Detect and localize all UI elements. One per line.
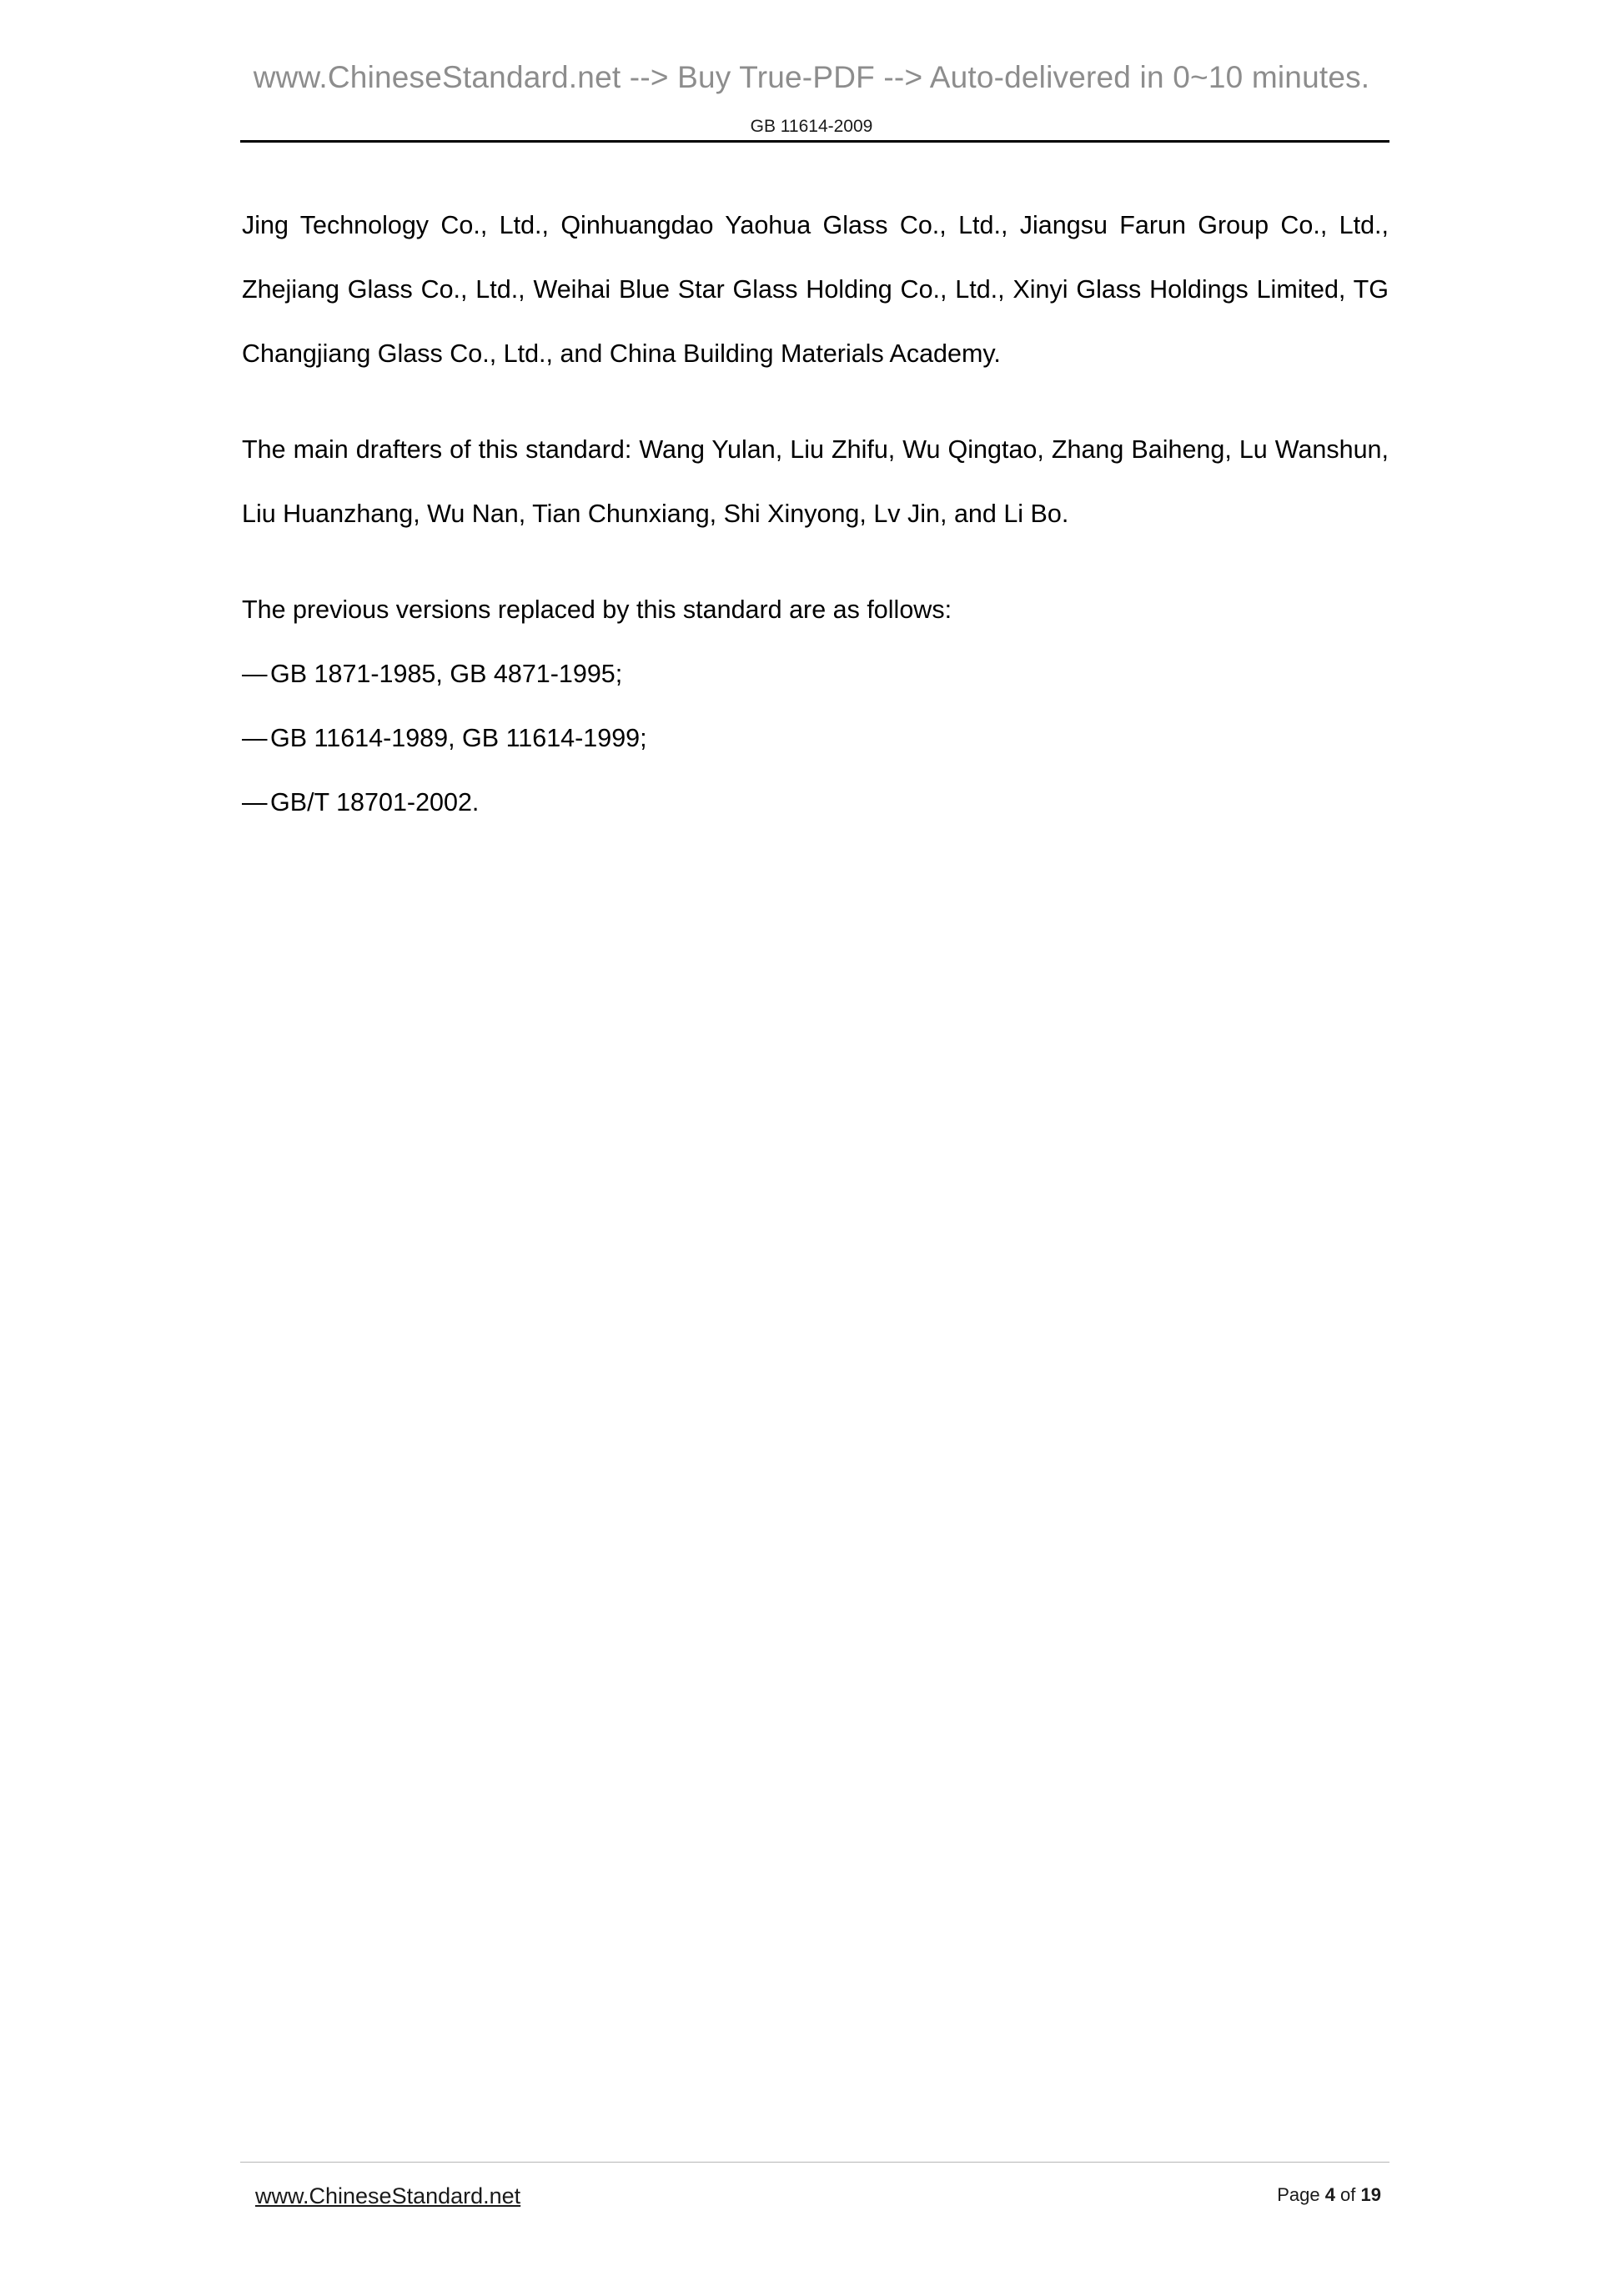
paragraph-previous-versions-intro: The previous versions replaced by this standard are as follows: [242, 595, 952, 624]
page-prefix-label: Page [1277, 2184, 1325, 2205]
list-item-text: GB 11614-1989, GB 11614-1999; [270, 724, 647, 752]
paragraph-main-drafters: The main drafters of this standard: Wang Yulan, Liu Zhifu, Wu Qingtao, Zhang Baiheng, Lu Wanshun, Liu Huanzhang, Wu Nan, Tian Chunxiang, Shi Xinyong, Lv Jin, and Li Bo. [242, 435, 1389, 528]
footer-site-link[interactable]: www.ChineseStandard.net [255, 2183, 521, 2208]
paragraph-drafting-organizations: Jing Technology Co., Ltd., Qinhuangdao Yaohua Glass Co., Ltd., Jiangsu Farun Group Co., Ltd., Zhejiang Glass Co., Ltd., Weihai Blue Star Glass Holding Co., Ltd., Xinyi Glass Holdings Limited, TG Changjiang Glass Co., Ltd., and China Building Materials Academy. [242, 211, 1389, 368]
page-middle-label: of [1334, 2184, 1361, 2205]
paragraph-spacer-2 [242, 546, 1389, 578]
page-total: 19 [1360, 2184, 1381, 2205]
document-content [242, 193, 1389, 835]
list-item [242, 642, 1389, 706]
list-dash: — [242, 724, 268, 752]
list-item [242, 706, 1389, 771]
list-dash: — [242, 660, 268, 688]
header-divider [240, 140, 1389, 143]
list-item-text: GB/T 18701-2002. [270, 788, 480, 816]
paragraph-spacer-1 [242, 386, 1389, 418]
footer-divider [240, 2162, 1389, 2163]
standard-code-header: GB 11614-2009 [750, 117, 873, 136]
page-number: 4 [1324, 2184, 1335, 2205]
list-dash: — [242, 788, 268, 816]
list-item-text: GB 1871-1985, GB 4871-1995; [270, 660, 623, 688]
watermark-banner: www.ChineseStandard.net --> Buy True-PDF --> Auto-delivered in 0~10 minutes. [253, 60, 1370, 94]
footer-page-indicator [1277, 2184, 1381, 2206]
list-item [242, 771, 1389, 835]
